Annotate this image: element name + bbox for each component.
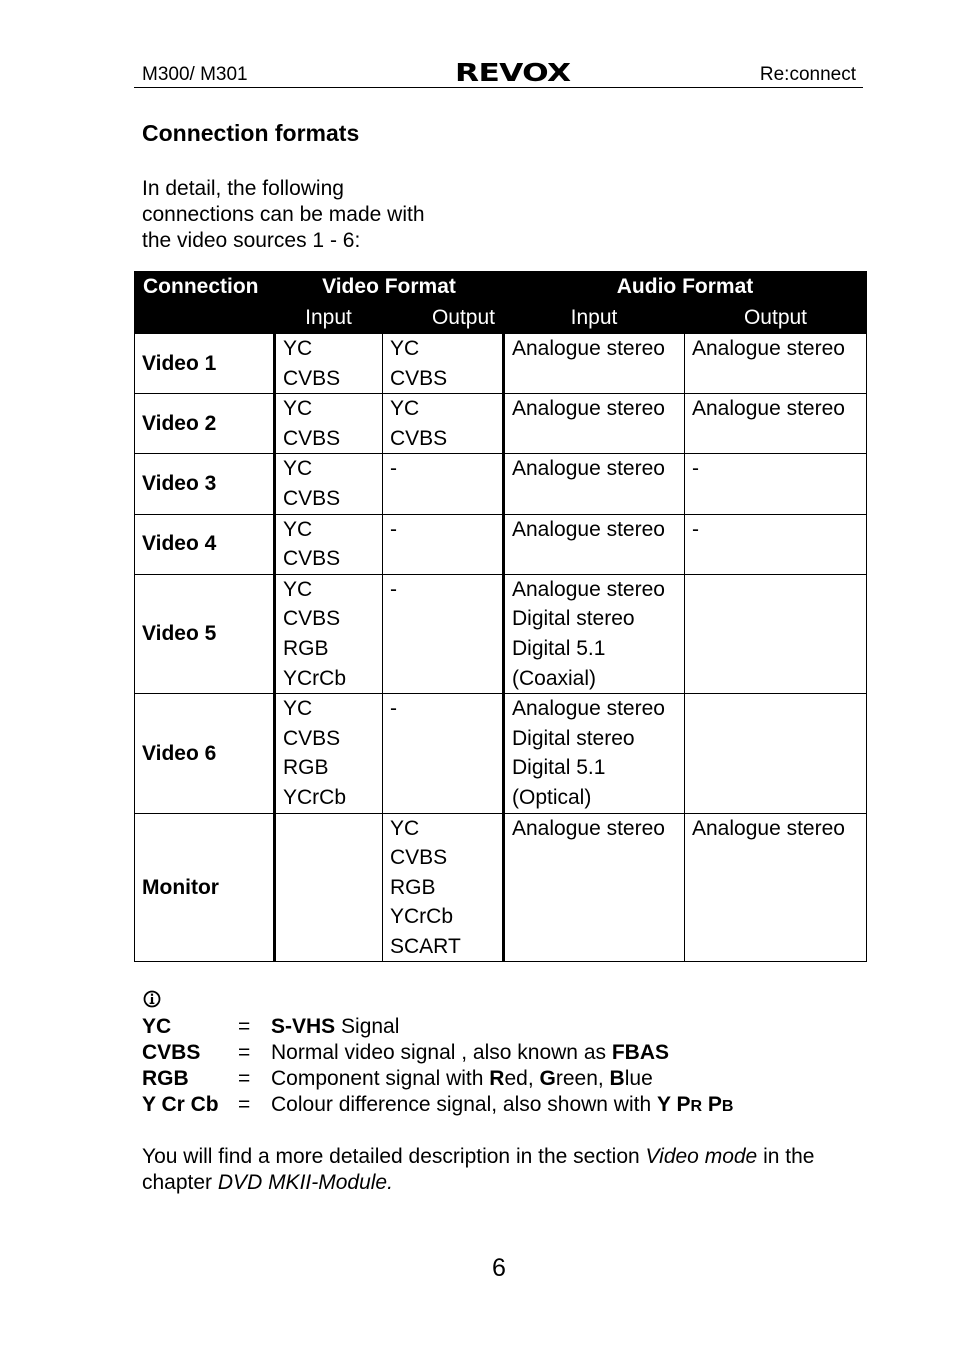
text: R [690,1098,703,1115]
cell-audio-in [504,394,685,454]
cell-line: - [692,517,699,541]
text: reen, [555,1067,610,1090]
bold-text: G [539,1067,556,1090]
cell-audio-in [504,514,685,574]
legend-definition [271,1014,399,1040]
col-header-blank [135,303,275,334]
intro-line: the video sources 1 - 6: [142,229,361,252]
legend-equals: = [238,1093,251,1116]
header-divider [134,87,863,88]
bold-text: FBAS [611,1041,670,1064]
cell-line: Analogue stereo [692,397,845,421]
cell-video-in [275,514,383,574]
text: Component signal with [271,1067,490,1090]
text: You will find a more detailed description in the section [142,1145,646,1168]
row-header: Video 1 [135,334,275,394]
cell-audio-in [504,334,685,394]
cell-audio-out [685,394,867,454]
legend-definition [271,1066,653,1092]
cell-audio-out [685,694,867,813]
legend-term: CVBS [142,1041,201,1064]
cell-line: - [390,517,397,541]
cell-line: SCART [390,934,461,958]
cell-line: YC [283,697,313,721]
legend-equals: = [238,1015,251,1038]
cell-audio-in [504,813,685,962]
text: ed, [504,1067,540,1090]
cell-line: - [692,457,699,481]
cell-audio-out [685,574,867,693]
cell-line: YC [283,337,313,360]
brand-logo: REVOX [455,58,571,87]
col-header-audio-output: Output [685,303,867,334]
cell-line: Digital stereo [512,607,635,631]
row-header: Video 5 [135,574,275,693]
cell-line: CVBS [390,846,448,870]
text: Signal [335,1015,400,1038]
cell-line: (Optical) [512,785,592,809]
cell-video-out [383,514,504,574]
cell-line: Analogue stereo [512,337,665,360]
legend-term: Y Cr Cb [142,1093,219,1116]
text: Colour difference signal, also shown with [271,1093,657,1116]
cell-video-in [275,334,383,394]
cell-line: Digital 5.1 [512,636,606,660]
text: in the chapter [142,1145,815,1194]
text: lue [624,1067,653,1090]
bold-text [657,1093,733,1116]
cell-audio-out [685,334,867,394]
row-header: Monitor [135,813,275,962]
cell-line: YC [283,577,313,601]
legend-definition [271,1040,669,1066]
cell-line: Digital stereo [512,726,635,750]
bold-text: S-VHS [271,1015,336,1038]
bold-text: R [489,1067,505,1090]
text: B [721,1098,734,1115]
cell-audio-out [685,454,867,514]
info-icon [143,990,161,1008]
text: Normal video signal , also known as [271,1041,612,1064]
cell-line: YC [283,517,313,541]
cell-line: YC [283,397,313,421]
cell-line: CVBS [283,726,341,750]
col-header-video-format: Video Format [275,272,504,303]
table-row [135,574,867,693]
cell-line: RGB [390,875,436,899]
table-row [135,334,867,394]
legend-equals: = [238,1067,251,1090]
cell-line: CVBS [390,366,448,390]
cell-video-out [383,334,504,394]
cell-line: CVBS [283,366,341,390]
cell-line: CVBS [390,426,448,450]
legend-definition [271,1092,733,1120]
table-row [135,813,867,962]
page-title: Connection formats [142,120,360,146]
col-header-video-output: Output [383,303,504,334]
col-header-video-input: Input [275,303,383,334]
intro-line: connections can be made with [142,203,425,226]
table-row [135,394,867,454]
cell-line: YCrCb [283,785,347,809]
cell-line: CVBS [283,547,341,571]
legend-term: YC [142,1015,172,1038]
cell-line: YCrCb [283,666,347,690]
cell-line: Analogue stereo [512,697,665,721]
cell-audio-out [685,514,867,574]
cell-line: RGB [283,636,329,660]
cell-video-in [275,394,383,454]
row-header: Video 3 [135,454,275,514]
cell-video-out [383,574,504,693]
col-header-connection: Connection [135,272,275,303]
cell-line: YC [390,337,420,360]
cell-line: - [390,697,397,721]
cell-video-in [275,574,383,693]
cell-line: - [390,457,397,481]
legend-equals: = [238,1041,251,1064]
text: Y P [657,1093,691,1116]
cell-line: YC [390,816,420,840]
row-header: Video 4 [135,514,275,574]
cell-video-out [383,694,504,813]
cell-audio-in [504,694,685,813]
cell-video-out [383,394,504,454]
page-number: 6 [492,1254,506,1282]
header-model: M300/ M301 [142,64,248,85]
cell-line: Analogue stereo [512,457,665,481]
cell-line: YC [283,457,313,481]
cell-line: CVBS [283,607,341,631]
cell-line: Analogue stereo [512,816,665,840]
cell-line: - [390,577,397,601]
table-row [135,514,867,574]
outro-paragraph [142,1144,862,1196]
cell-audio-out [685,813,867,962]
row-header: Video 2 [135,394,275,454]
bold-text: B [609,1067,625,1090]
cell-video-in [275,813,383,962]
intro-line: In detail, the following [142,177,344,200]
col-header-audio-input: Input [504,303,685,334]
italic-text: DVD MKII-Module. [217,1171,393,1194]
text: P [702,1093,722,1116]
cell-line: CVBS [283,486,341,510]
col-header-audio-format: Audio Format [504,272,867,303]
cell-video-in [275,694,383,813]
cell-line: (Coaxial) [512,666,597,690]
cell-line: RGB [283,756,329,780]
cell-video-out [383,454,504,514]
cell-line: Analogue stereo [512,397,665,421]
row-header: Video 6 [135,694,275,813]
cell-audio-in [504,454,685,514]
connection-formats-table [134,271,867,962]
cell-video-out [383,813,504,962]
cell-line: YCrCb [390,905,454,929]
cell-line: CVBS [283,426,341,450]
cell-video-in [275,454,383,514]
cell-line: Analogue stereo [692,816,845,840]
cell-line: Digital 5.1 [512,756,606,780]
legend-term: RGB [142,1067,189,1090]
italic-text: Video mode [645,1145,758,1168]
cell-line: YC [390,397,420,421]
table-row [135,694,867,813]
cell-audio-in [504,574,685,693]
intro-paragraph [142,176,482,254]
cell-line: Analogue stereo [692,337,845,360]
cell-line: Analogue stereo [512,517,665,541]
header-section: Re:connect [759,64,856,85]
table-row [135,454,867,514]
cell-line: Analogue stereo [512,577,665,601]
